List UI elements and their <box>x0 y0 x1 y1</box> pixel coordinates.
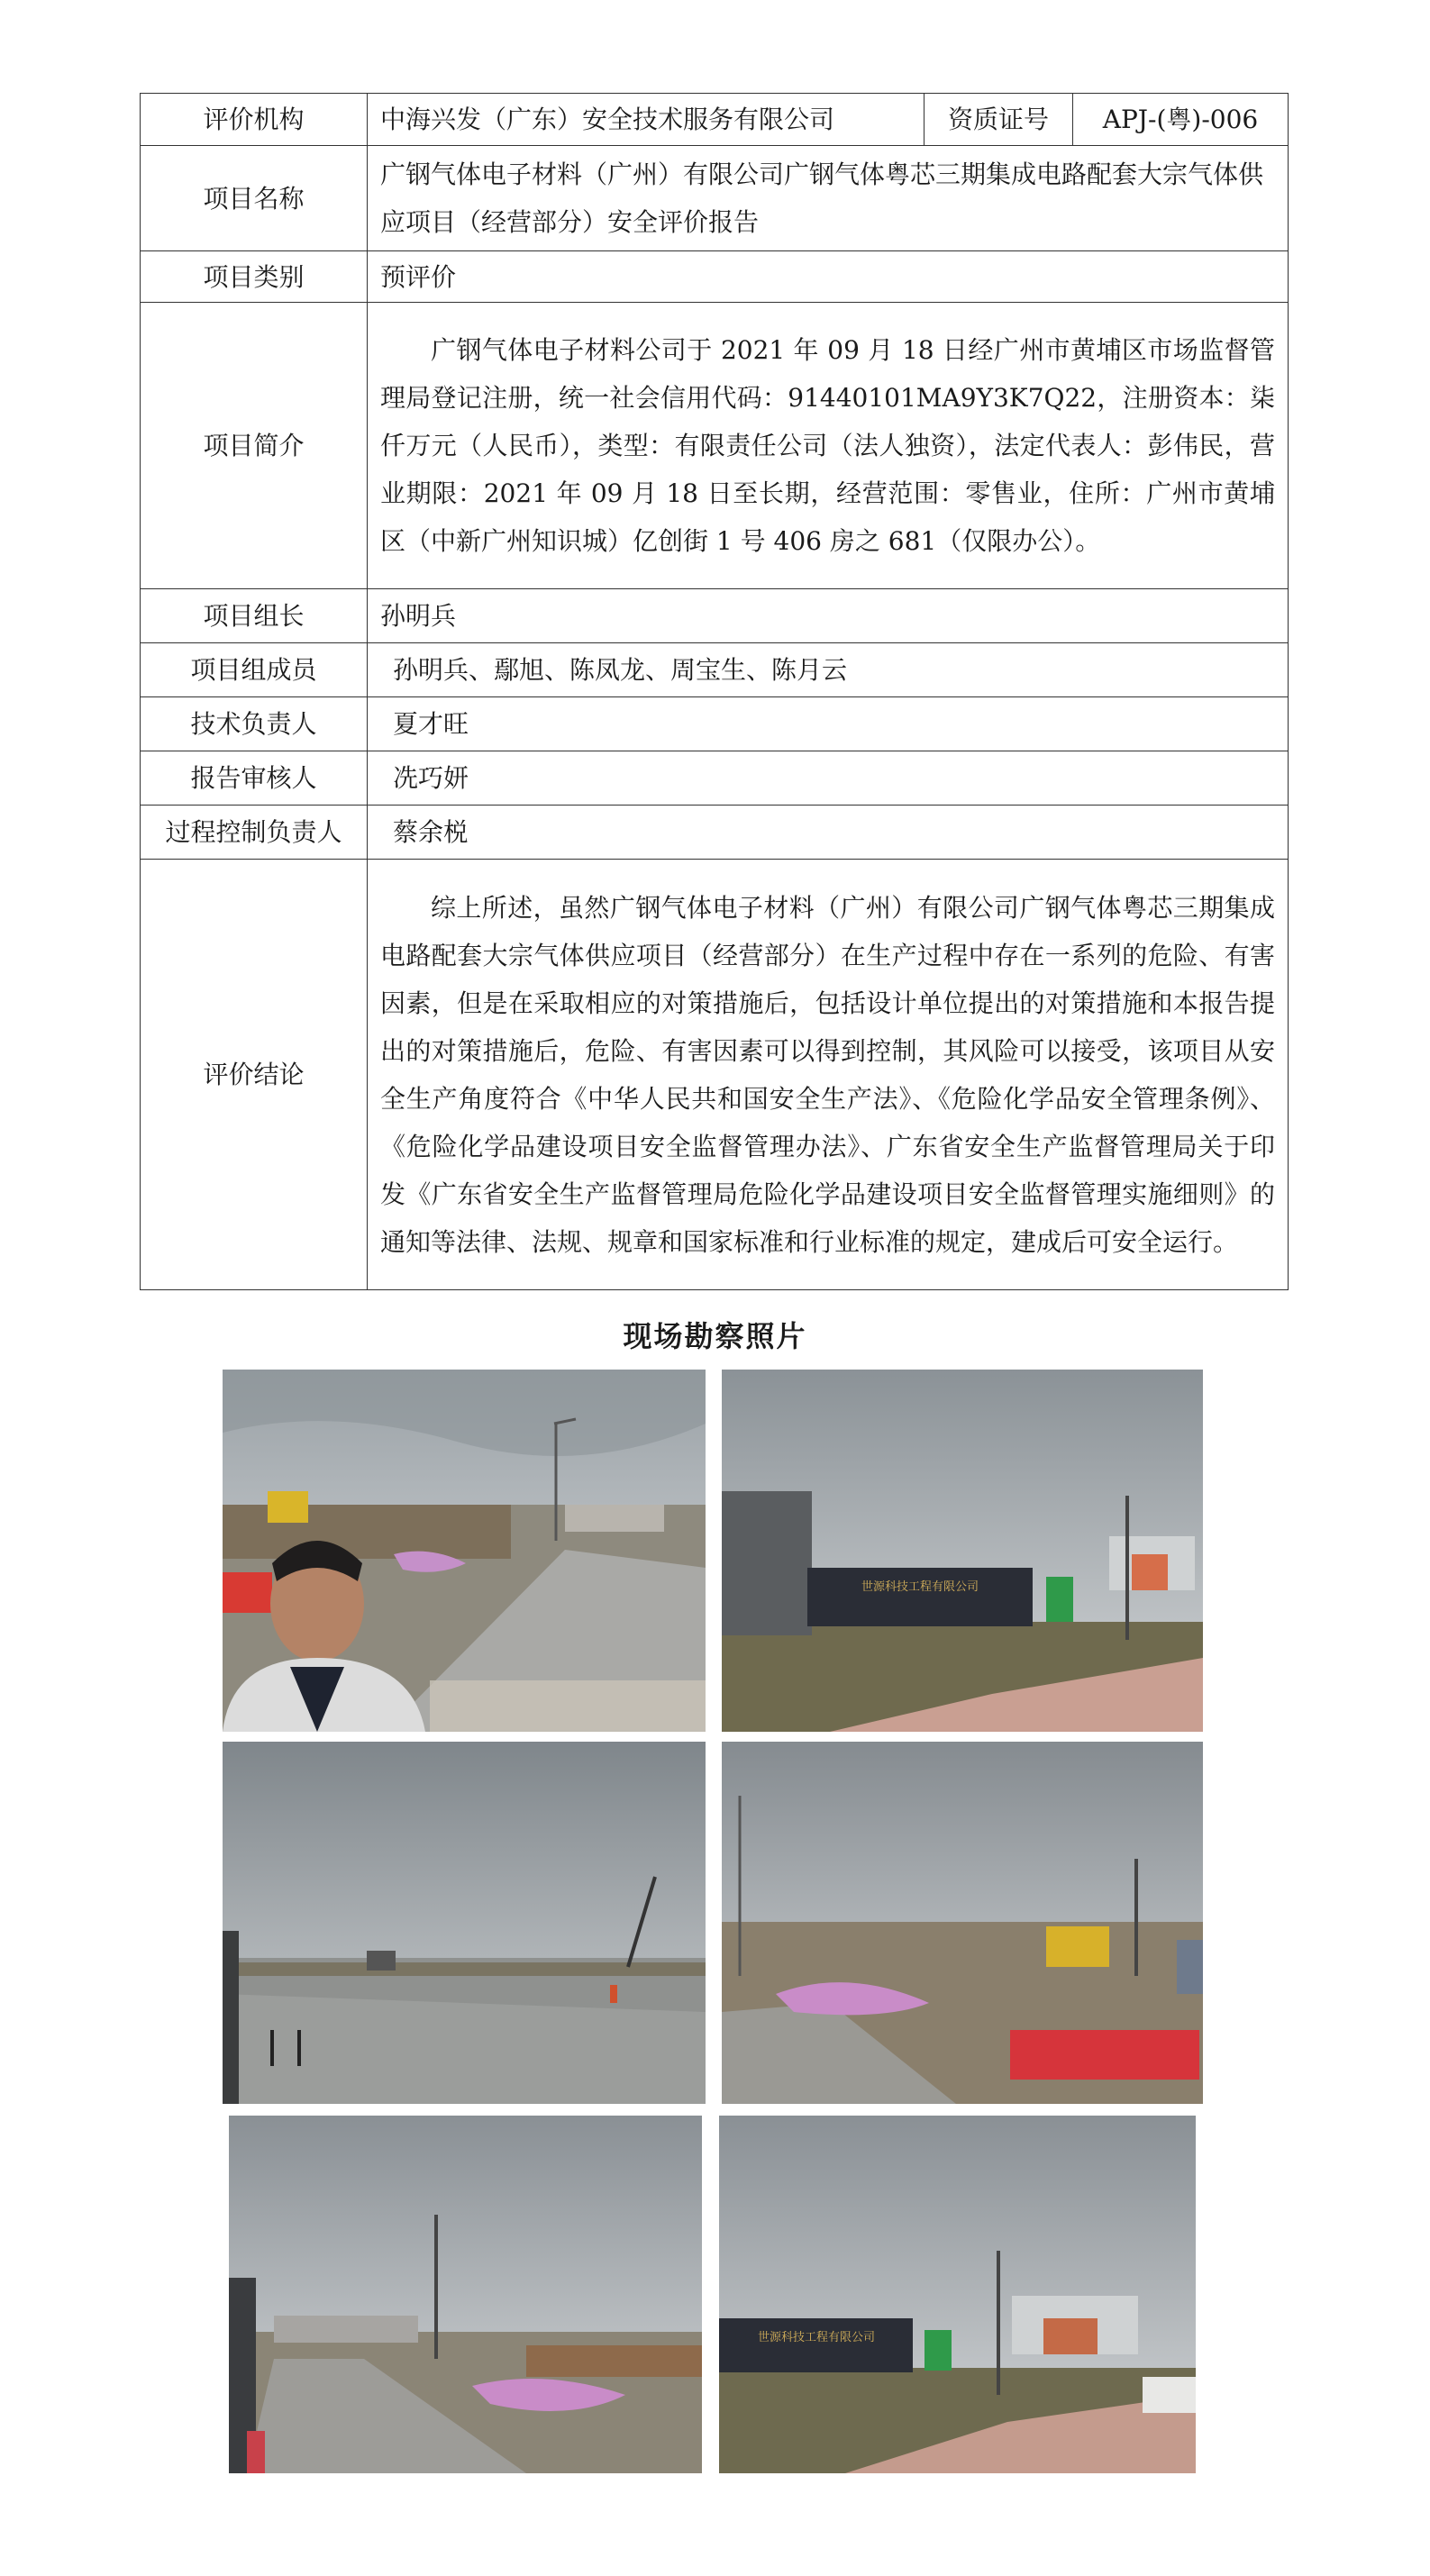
site-photo-6 <box>719 2116 1196 2473</box>
table-row <box>141 751 1289 806</box>
intro-value: 广钢气体电子材料公司于 2021 年 09 月 18 日经广州市黄埔区市场监督管理局登记注册，统一社会信用代码：91440101MA9Y3K7Q22，注册资本：柒仟万元（人民币），类型：有限责任公司（法人独资），法定代表人：彭伟民，营业期限：2021 年 09 月 18 日至长期，经营范围：零售业，住所：广州市黄埔区（中新广州知识城）亿创街 1 号 406 房之 681（仅限办公）。 <box>368 303 1289 589</box>
cert-label: 资质证号 <box>924 94 1073 146</box>
leader-label: 项目组长 <box>141 589 368 643</box>
org-label: 评价机构 <box>141 94 368 146</box>
intro-label: 项目简介 <box>141 303 368 589</box>
category-label: 项目类别 <box>141 251 368 303</box>
site-photo-5 <box>229 2116 702 2473</box>
category-value: 预评价 <box>368 251 1289 303</box>
table-row <box>141 94 1289 146</box>
conclusion-value: 综上所述，虽然广钢气体电子材料（广州）有限公司广钢气体粤芯三期集成电路配套大宗气体供应项目（经营部分）在生产过程中存在一系列的危险、有害因素，但是在采取相应的对策措施后，包括设计单位提出的对策措施和本报告提出的对策措施后，危险、有害因素可以得到控制，其风险可以接受，该项目从安全生产角度符合《中华人民共和国安全生产法》、《危险化学品安全管理条例》、《危险化学品建设项目安全监督管理办法》、广东省安全生产监督管理局关于印发《广东省安全生产监督管理局危险化学品建设项目安全监督管理实施细则》的通知等法律、法规、规章和国家标准和行业标准的规定，建成后可安全运行。 <box>368 860 1289 1290</box>
cert-value: APJ-(粤)-006 <box>1073 94 1289 146</box>
site-photos-title: 现场勘察照片 <box>623 1319 807 1353</box>
site-photo-3 <box>223 1742 706 2104</box>
process-value: 蔡余棁 <box>368 806 1289 860</box>
leader-value: 孙明兵 <box>368 589 1289 643</box>
conclusion-label: 评价结论 <box>141 860 368 1290</box>
table-row <box>141 146 1289 251</box>
table-row <box>141 303 1289 589</box>
tech-label: 技术负责人 <box>141 697 368 751</box>
site-photo-4 <box>722 1742 1203 2104</box>
table-row <box>141 643 1289 697</box>
table-row <box>141 697 1289 751</box>
reviewer-value: 冼巧妍 <box>368 751 1289 806</box>
project-name-value: 广钢气体电子材料（广州）有限公司广钢气体粤芯三期集成电路配套大宗气体供应项目（经营部分）安全评价报告 <box>368 146 1289 251</box>
org-value: 中海兴发（广东）安全技术服务有限公司 <box>368 94 924 146</box>
tech-value: 夏才旺 <box>368 697 1289 751</box>
sign-text: 世源科技工程有限公司 <box>757 2331 876 2344</box>
project-name-label: 项目名称 <box>141 146 368 251</box>
members-label: 项目组成员 <box>141 643 368 697</box>
table-row <box>141 589 1289 643</box>
site-photo-2 <box>722 1370 1203 1732</box>
table-row <box>141 251 1289 303</box>
table-row <box>141 806 1289 860</box>
reviewer-label: 报告审核人 <box>141 751 368 806</box>
table-row <box>141 860 1289 1290</box>
sign-text: 世源科技工程有限公司 <box>861 1580 979 1594</box>
members-value: 孙明兵、鄢旭、陈凤龙、周宝生、陈月云 <box>368 643 1289 697</box>
evaluation-info-table <box>140 93 1289 1290</box>
process-label: 过程控制负责人 <box>141 806 368 860</box>
site-photo-1 <box>223 1370 706 1732</box>
